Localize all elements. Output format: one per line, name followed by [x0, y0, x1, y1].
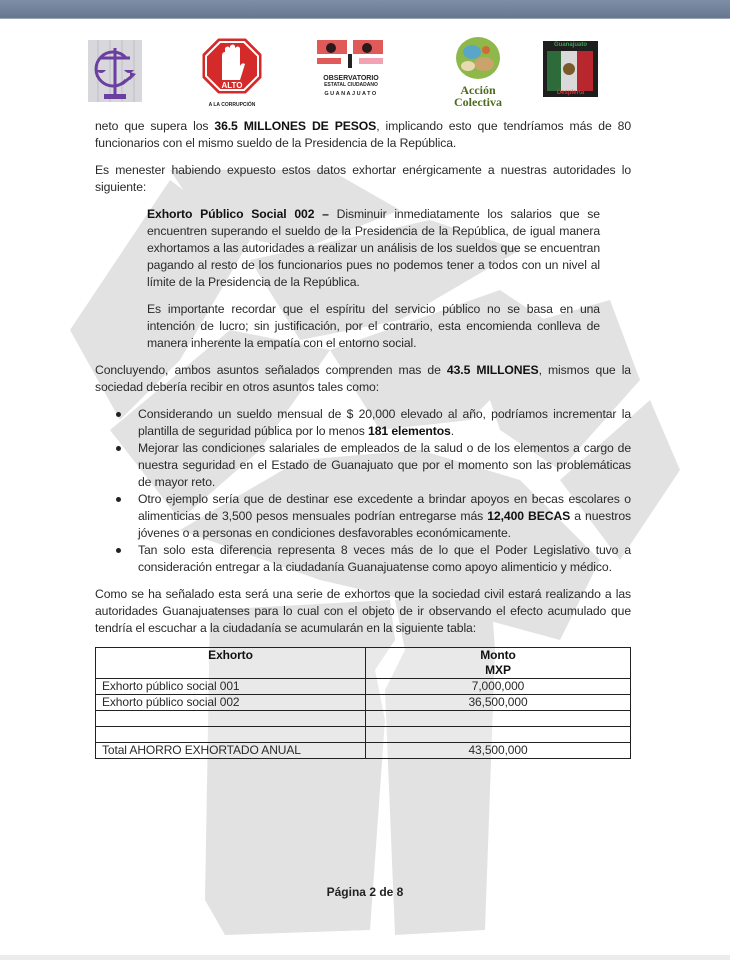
document-body [95, 118, 631, 759]
paragraph-neto: neto que supera los 36.5 MILLONES DE PESOS, implicando esto que tendríamos más de 80 funcionarios con el mismo sueldo de la Presidencia de la República. [95, 119, 631, 150]
list-item: Otro ejemplo sería que de destinar ese excedente a brindar apoyos en becas escolares o alimenticias de 3,500 pesos mensuales podrían entregarse más 12,400 BECAS a nuestros jóvenes o a personas en condiciones desfavorables económicamente. [138, 492, 631, 540]
table-row [96, 711, 631, 727]
list-item: Tan solo esta diferencia representa 8 veces más de lo que el Poder Legislativo tuvo a consideración entregar a la ciudadanía Guanajuatense como apoyo alimenticio y médico. [138, 543, 631, 574]
guanajuato-line1: Guanajuato [553, 42, 587, 48]
paragraph-serie-exhortos: Como se ha señalado esta será una serie de exhortos que la sociedad civil estará realizando a las autoridades Guanajuatenses para lo cual con el objeto de ir observando el efecto acumulado que tendría el escuchar a la ciudadanía se acumularán en la siguiente tabla: [95, 587, 631, 635]
faces-icon [317, 40, 385, 70]
scales-of-justice-logo [88, 40, 142, 102]
guanajuato-line2: Despierta [556, 90, 585, 96]
collage-circle-icon [448, 36, 508, 80]
table-row: Exhorto público social 002 36,500,000 [96, 695, 631, 711]
accion-colectiva-logo [448, 36, 508, 108]
scales-icon [88, 40, 142, 102]
observatorio-line2: ESTATAL CIUDADANO [324, 82, 378, 88]
paragraph-concluyendo: Concluyendo, ambos asuntos señalados comprenden mas de 43.5 MILLONES, mismos que la sociedad debería recibir en otros asuntos tales como: [95, 363, 631, 394]
highlight-43-5-millones: 43.5 MILLONES [446, 363, 539, 377]
observatorio-line1: OBSERVATORIO [323, 75, 379, 82]
page-number: Página 2 de 8 [326, 885, 404, 899]
benefits-list [95, 406, 631, 576]
header-logos [0, 36, 730, 111]
alto-logo-caption: A LA CORRUPCIÓN [208, 102, 256, 108]
table-total-row: Total AHORRO EXHORTADO ANUAL 43,500,000 [96, 743, 631, 759]
header-exhorto: Exhorto [96, 648, 366, 679]
svg-text:ALTO: ALTO [221, 81, 243, 90]
exhorto-002-paragraph: Exhorto Público Social 002 – Disminuir inmediatamente los salarios que se encuentren superando el sueldo de la Presidencia de la República, de igual manera exhortamos a las autoridades a realizar un análisis de los sueldos que se encuentran pagando al resto de los funcionarios pues no podemos tener a todos con un nivel al límite de la Presidencia de la República. [147, 207, 600, 289]
header-monto: Monto MXP [366, 648, 631, 679]
observatorio-ciudadano-logo [317, 40, 385, 102]
table-header-row [96, 648, 631, 679]
accion-line2: Colectiva [454, 95, 502, 109]
exhorto-002-title: Exhorto Público Social 002 – [147, 207, 329, 221]
paragraph-espiritu: Es importante recordar que el espíritu del servicio público no se basa en una intención de lucro; sin justificación, por el contrario, esta encomienda conlleva de manera inherente la empatía con el entorno social. [147, 302, 600, 350]
alto-a-la-corrupcion-logo [200, 36, 264, 106]
highlight-36-5-millones: 36.5 MILLONES DE PESOS [214, 119, 377, 133]
mexican-flag-eagle-icon [543, 41, 598, 97]
list-item: Considerando un sueldo mensual de $ 20,000 elevado al año, podríamos incrementar la plantilla de seguridad pública por lo menos 181 elementos. [138, 407, 631, 438]
list-item: Mejorar las condiciones salariales de empleados de la salud o de los elementos a cargo de nuestra seguridad en el Estado de Guanajuato que por el momento son las problemáticas de mayor reto. [138, 441, 631, 489]
page-bottom-edge [0, 955, 730, 960]
observatorio-line3: GUANAJUATO [324, 91, 378, 97]
stop-hand-icon [200, 36, 264, 96]
table-row [96, 727, 631, 743]
paragraph-menester: Es menester habiendo expuesto estos datos exhortar enérgicamente a nuestras autoridades lo siguiente: [95, 163, 631, 194]
savings-table [95, 647, 631, 759]
accion-line1: Acción [460, 83, 496, 97]
table-row: Exhorto público social 001 7,000,000 [96, 679, 631, 695]
guanajuato-despierta-logo [543, 41, 598, 97]
